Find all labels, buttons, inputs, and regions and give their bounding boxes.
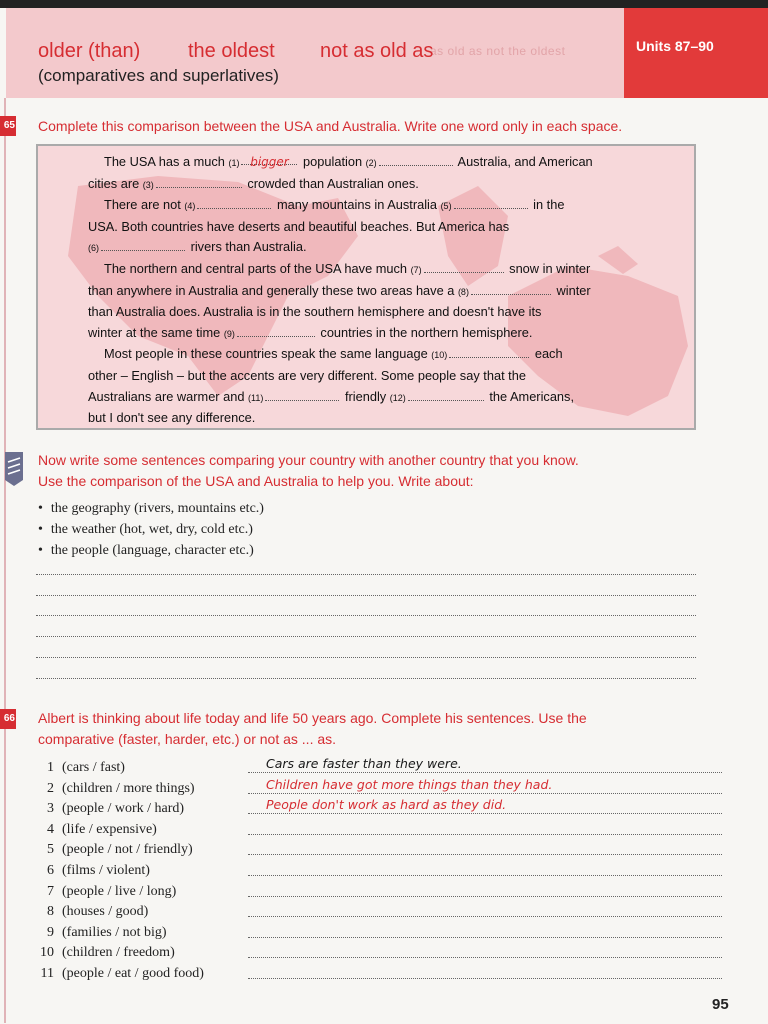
answer-line[interactable]: [248, 793, 722, 794]
item-number: 6: [47, 862, 54, 878]
passage-text: Most people in these countries speak the same language: [104, 346, 428, 362]
gap-number: (3): [142, 179, 154, 190]
gap-number: (12): [389, 392, 406, 403]
gap-8[interactable]: [471, 282, 551, 295]
passage-text: winter at the same time: [88, 324, 221, 340]
answer-line[interactable]: [248, 772, 722, 773]
passage-box: [36, 144, 696, 430]
title-oldest: the oldest: [188, 40, 275, 62]
title-older: older (than): [38, 40, 141, 62]
passage-text: The northern and central parts of the USA have much: [104, 260, 408, 276]
gap-4[interactable]: [197, 196, 271, 209]
exercise-item: [34, 964, 734, 985]
gap-number: (10): [431, 350, 448, 361]
answer-line[interactable]: [248, 854, 722, 855]
margin-rule: [4, 98, 6, 1023]
units-badge: [624, 8, 768, 98]
writing-line[interactable]: [36, 678, 696, 679]
handwritten-answer: bigger: [250, 155, 289, 169]
item-prompt: (people / not / friendly): [62, 842, 193, 858]
exercise-item: [34, 840, 734, 861]
passage-text: population: [303, 154, 363, 169]
gap-7[interactable]: [424, 260, 504, 273]
item-number: 10: [40, 945, 54, 961]
exercise-item: [34, 923, 734, 944]
exercise-item: [34, 758, 734, 779]
item-prompt: (people / work / hard): [62, 801, 185, 817]
list-item: • the people (language, character etc.): [38, 540, 264, 561]
answer-line[interactable]: [248, 978, 722, 979]
passage-text: rivers than Australia.: [190, 239, 307, 255]
exercise-item: [34, 820, 734, 841]
passage-text: each: [534, 346, 563, 362]
list-item: • the geography (rivers, mountains etc.): [38, 498, 264, 519]
gap-1[interactable]: [241, 152, 297, 169]
gap-number: (2): [365, 158, 377, 168]
exercise-number-66: 66: [0, 709, 16, 729]
passage-text: cities are: [88, 175, 140, 191]
writing-instruction-1: Now write some sentences comparing your country with another country that you know.: [38, 452, 579, 468]
units-label: Units 87–90: [636, 38, 714, 54]
gap-number: (4): [184, 201, 196, 212]
gap-number: (7): [410, 264, 422, 275]
exercise-66-instruction-1: Albert is thinking about life today and life 50 years ago. Complete his sentences. Use the: [38, 710, 587, 726]
gap-6[interactable]: [101, 238, 185, 251]
passage-text: but I don't see any difference.: [88, 410, 256, 426]
exercise-item: [34, 776, 734, 800]
item-number: 11: [40, 965, 54, 981]
item-prompt: (cars / fast): [62, 760, 125, 775]
item-prompt: (people / eat / good food): [62, 965, 204, 981]
item-number: 1: [47, 760, 54, 775]
passage-text: than anywhere in Australia and generally these two areas have a: [88, 282, 455, 298]
writing-topics-list: [38, 498, 264, 561]
exercise-item: [34, 882, 734, 903]
gap-10[interactable]: [449, 345, 529, 358]
gap-number: (5): [440, 201, 452, 212]
writing-line[interactable]: [36, 615, 696, 616]
item-prompt: (people / live / long): [62, 883, 177, 899]
item-prompt: (houses / good): [62, 904, 149, 920]
gap-2[interactable]: [379, 153, 453, 166]
top-border: [0, 0, 768, 8]
page-number: 95: [712, 996, 729, 1013]
passage-text: winter: [556, 282, 591, 298]
passage-text: countries in the northern hemisphere.: [320, 324, 533, 340]
item-prompt: (children / more things): [62, 780, 195, 796]
comparison-passage: [88, 152, 658, 429]
handwritten-answer: People don't work as hard as they did.: [266, 797, 507, 813]
exercise-item: [34, 943, 734, 964]
header-watermark-text: as old as not the oldest: [430, 44, 566, 58]
item-number: 4: [47, 821, 54, 837]
passage-text: snow in winter: [509, 260, 591, 276]
exercise-65-instruction: Complete this comparison between the USA and Australia. Write one word only in each space.: [38, 118, 623, 134]
item-number: 9: [47, 924, 54, 940]
item-number: 3: [47, 801, 54, 817]
exercise-number-65: 65: [0, 116, 16, 136]
list-item: • the weather (hot, wet, dry, cold etc.): [38, 519, 264, 540]
passage-text: Australians are warmer and: [88, 388, 245, 404]
gap-9[interactable]: [237, 324, 315, 337]
gap-11[interactable]: [265, 388, 339, 401]
writing-line[interactable]: [36, 574, 696, 575]
writing-line[interactable]: [36, 636, 696, 637]
passage-text: USA. Both countries have deserts and beautiful beaches. But America has: [88, 218, 510, 234]
gap-number: (1): [228, 158, 240, 168]
item-number: 5: [47, 842, 54, 858]
item-prompt: (films / violent): [62, 862, 150, 878]
handwritten-answer: Cars are faster than they were.: [266, 756, 462, 771]
answer-line[interactable]: [248, 813, 722, 814]
gap-12[interactable]: [408, 388, 484, 401]
writing-line[interactable]: [36, 657, 696, 658]
gap-number: (11): [248, 392, 264, 403]
passage-text: friendly: [344, 388, 387, 404]
passage-text: crowded than Australian ones.: [247, 175, 419, 191]
item-prompt: (families / not big): [62, 924, 167, 940]
writing-line[interactable]: [36, 595, 696, 596]
passage-text: many mountains in Australia: [276, 197, 437, 213]
item-prompt: (life / expensive): [62, 821, 157, 837]
answer-line[interactable]: [248, 916, 722, 917]
exercise-66-items: [34, 758, 734, 985]
exercise-item: [34, 799, 734, 820]
exercise-item: [34, 861, 734, 882]
passage-text: the Americans,: [489, 388, 575, 404]
answer-line[interactable]: [248, 875, 722, 876]
passage-text: than Australia does. Australia is in the southern hemisphere and doesn't have its: [88, 304, 542, 320]
item-prompt: (children / freedom): [62, 945, 175, 961]
gap-number: (9): [223, 328, 235, 339]
passage-text: other – English – but the accents are very different. Some people say that the: [88, 367, 526, 383]
answer-line[interactable]: [248, 957, 722, 958]
exercise-item: [34, 902, 734, 923]
answer-line[interactable]: [248, 834, 722, 835]
gap-5[interactable]: [454, 196, 528, 209]
item-number: 8: [47, 904, 54, 920]
gap-3[interactable]: [156, 175, 242, 188]
header-subtitle: (comparatives and superlatives): [38, 66, 279, 85]
title-not-as-old-as: not as old as: [320, 40, 434, 62]
exercise-66-instruction-2: comparative (faster, harder, etc.) or not as ... as.: [38, 731, 337, 747]
item-number: 7: [47, 883, 54, 899]
answer-line[interactable]: [248, 896, 722, 897]
writing-instruction-2: Use the comparison of the USA and Australia to help you. Write about:: [38, 473, 474, 489]
writing-task-icon: [5, 452, 23, 486]
gap-number: (8): [457, 286, 469, 297]
item-number: 2: [47, 780, 54, 796]
passage-text: Australia, and American: [457, 154, 593, 169]
handwritten-answer: Children have got more things than they had.: [266, 776, 553, 792]
answer-line[interactable]: [248, 937, 722, 938]
passage-text: The USA has a much: [104, 154, 225, 169]
passage-text: in the: [533, 197, 565, 213]
gap-number: (6): [88, 243, 99, 254]
passage-text: There are not: [104, 197, 181, 213]
